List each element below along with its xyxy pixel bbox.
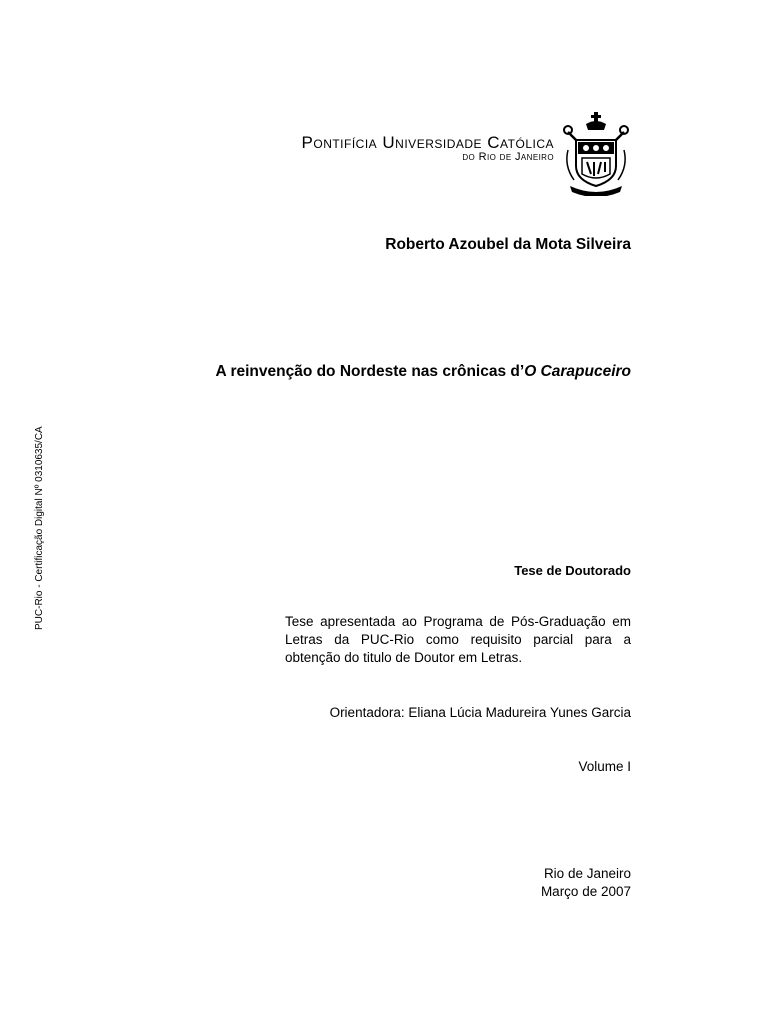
thesis-description: Tese apresentada ao Programa de Pós-Graduação em Letras da PUC-Rio como requisito parcial para a obtenção do titulo de Doutor em Letras.	[285, 614, 631, 665]
place-city: Rio de Janeiro	[543, 866, 631, 881]
thesis-title-main: A reinvenção do Nordeste nas crônicas d’	[215, 363, 525, 380]
degree-label: Tese de Doutorado	[514, 563, 631, 578]
university-name	[302, 133, 554, 163]
university-name-line2: do Rio de Janeiro	[462, 151, 554, 163]
author-name: Roberto Azoubel da Mota Silveira	[385, 236, 631, 253]
publication-date: Março de 2007	[540, 884, 631, 899]
side-certification-text: PUC-Rio - Certificação Digital Nº 0310635/CA	[34, 426, 45, 630]
place-and-date	[541, 865, 631, 901]
advisor-name: Orientadora: Eliana Lúcia Madureira Yunes Garcia	[329, 705, 631, 720]
thesis-title-italic: O Carapuceiro	[524, 363, 631, 380]
thesis-title	[216, 363, 631, 381]
volume-label: Volume I	[578, 759, 631, 774]
university-name-line1: Pontifícia Universidade Católica	[301, 133, 554, 152]
puc-rio-crest-icon	[560, 110, 632, 196]
